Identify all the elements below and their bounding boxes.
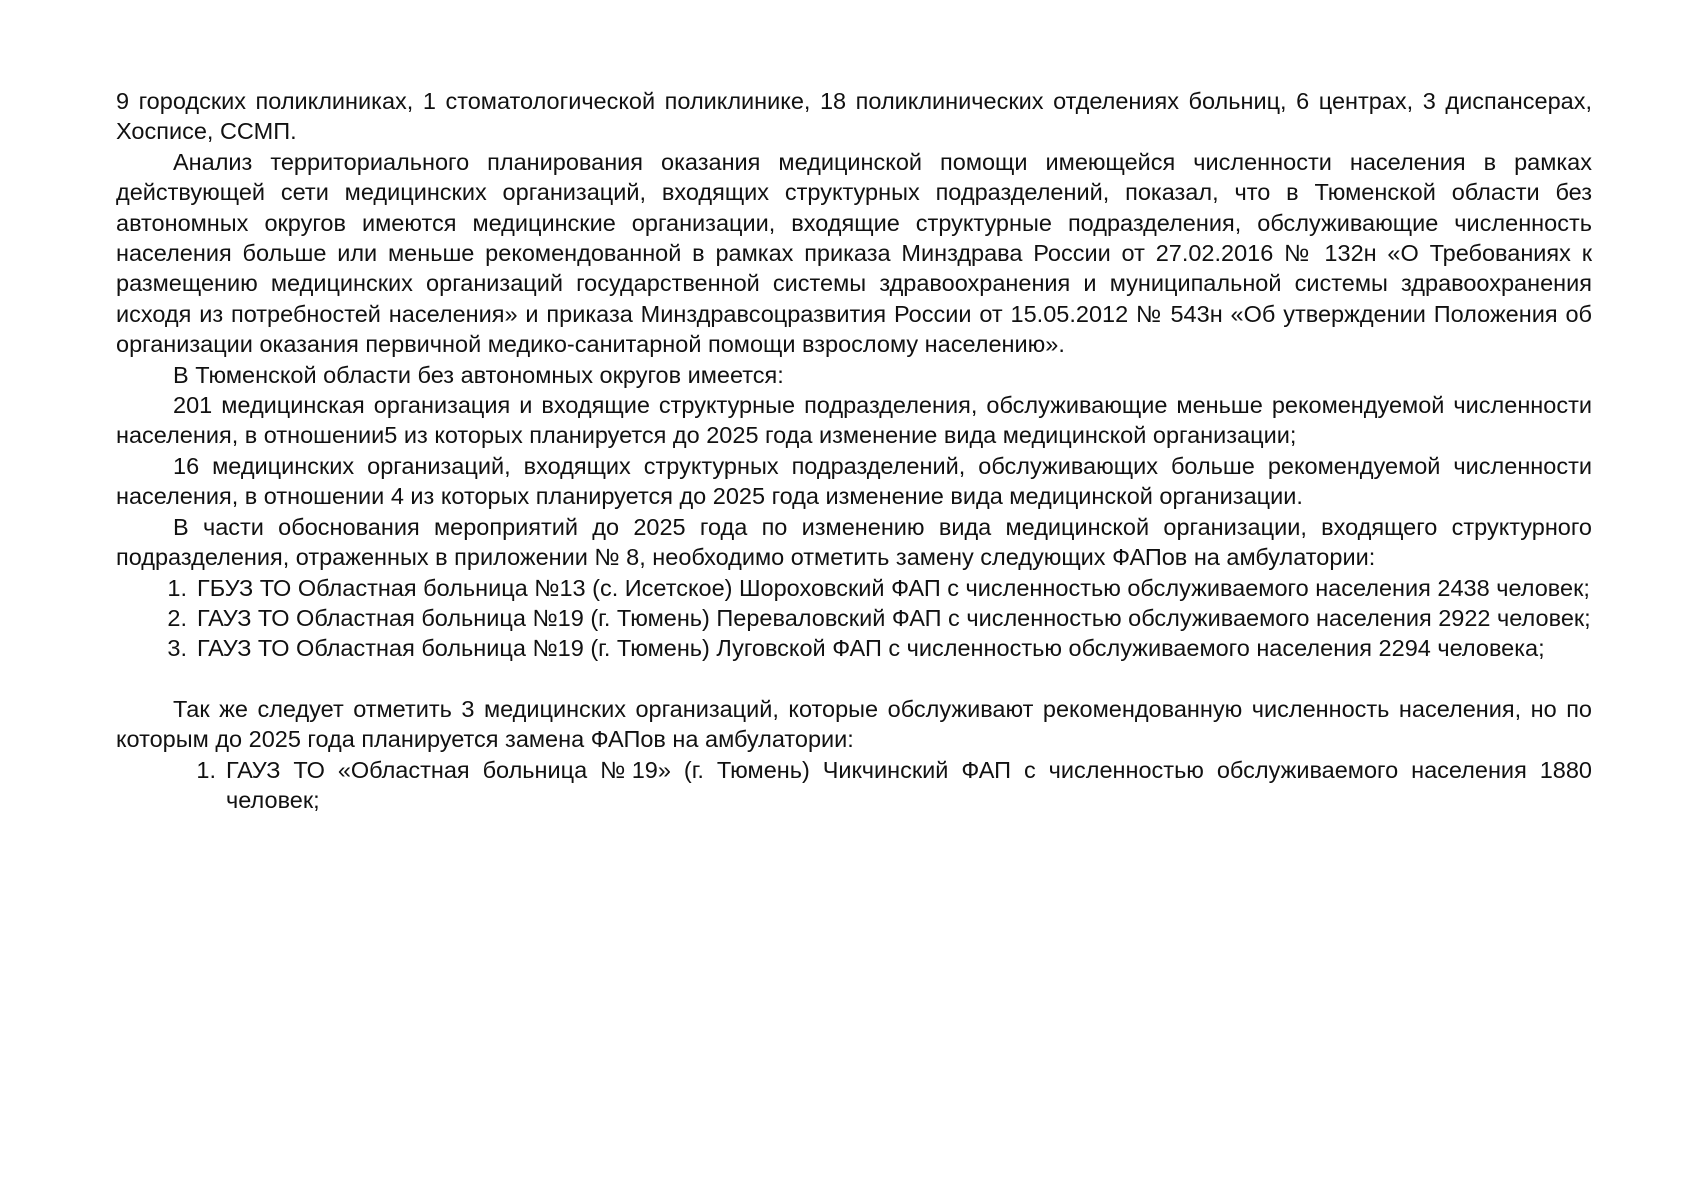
list-item xyxy=(116,755,1592,816)
list-item-number: 1. xyxy=(196,756,216,783)
list-item-text: ГАУЗ ТО Областная больница №19 (г. Тюмень) Переваловский ФАП с численностью обслуживаемого населения 2922 человек; xyxy=(197,604,1591,631)
list-item xyxy=(116,603,1592,633)
recommended-list xyxy=(116,755,1592,816)
replacement-list xyxy=(116,573,1592,664)
paragraph-region: В Тюменской области без автономных округов имеется: xyxy=(173,361,784,388)
paragraph-justification: В части обоснования мероприятий до 2025 года по изменению вида медицинской организации, входящего структурного подразделения, отраженных в приложении № 8, необходимо отметить замену следующих ФАПов на амбулатории: xyxy=(116,513,1592,571)
paragraph-analysis: Анализ территориального планирования оказания медицинской помощи имеющейся численности населения в рамках действующей сети медицинских организаций, входящих структурных подразделений, показал, что в Тюменской области без автономных округов имеются медицинские организации, входящие структурные подразделения, обслуживающие численность населения больше или меньше рекомендованной в рамках приказа Минздрава России от 27.02.2016 № 132н «О Требованиях к размещению медицинских организаций государственной системы здравоохранения и муниципальной системы здравоохранения исходя из потребностей населения» и приказа Минздравсоцразвития России от 15.05.2012 № 543н «Об утверждении Положения об организации оказания первичной медико-санитарной помощи взрослому населению». xyxy=(116,148,1592,358)
list-item xyxy=(116,633,1592,663)
list-item-text: ГАУЗ ТО Областная больница №19 (г. Тюмень) Луговской ФАП с численностью обслуживаемого населения 2294 человека; xyxy=(197,635,1545,662)
list-item xyxy=(116,573,1592,603)
list-item-number: 2. xyxy=(167,604,187,631)
paragraph-intro-tail: 9 городских поликлиниках, 1 стоматологической поликлинике, 18 поликлинических отделениях больниц, 6 центрах, 3 диспансерах, Хосписе, ССМП. xyxy=(116,88,1592,145)
list-item-text: ГБУЗ ТО Областная больница №13 (с. Исетское) Шороховский ФАП с численностью обслуживаемого населения 2438 человек; xyxy=(197,574,1590,601)
list-item-number: 3. xyxy=(167,635,187,662)
list-item-number: 1. xyxy=(167,574,187,601)
paragraph-also-note: Так же следует отметить 3 медицинских организаций, которые обслуживают рекомендованную численность населения, но по которым до 2025 года планируется замена ФАПов на амбулатории: xyxy=(116,695,1592,753)
list-item-text: ГАУЗ ТО «Областная больница №19» (г. Тюмень) Чикчинский ФАП с численностью обслуживаемого населения 1880 человек; xyxy=(226,756,1592,813)
document-page xyxy=(116,86,1592,815)
blank-line xyxy=(116,664,1592,694)
paragraph-16-organizations: 16 медицинских организаций, входящих структурных подразделений, обслуживающих больше рекомендуемой численности населения, в отношении 4 из которых планируется до 2025 года изменение вида медицинской организации. xyxy=(116,452,1592,510)
paragraph-201-organizations: 201 медицинская организация и входящие структурные подразделения, обслуживающие меньше рекомендуемой численности населения, в отношении5 из которых планируется до 2025 года изменение вида медицинской организации; xyxy=(116,392,1592,449)
